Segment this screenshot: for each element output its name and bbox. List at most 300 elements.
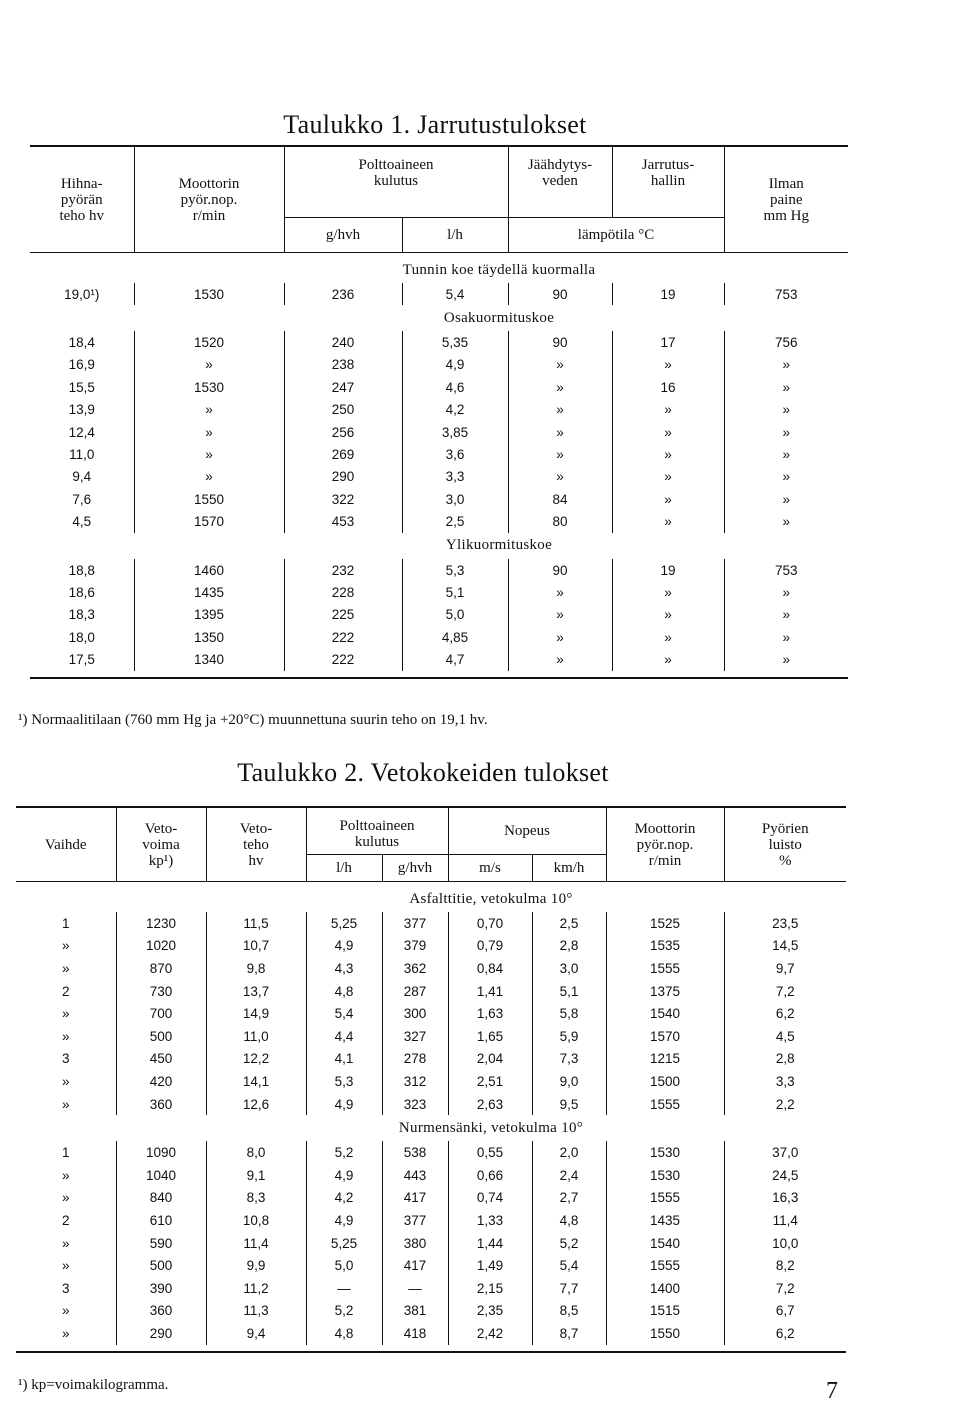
- t2-cell: 8,7: [532, 1322, 606, 1345]
- t2-cell: 1555: [606, 1187, 724, 1210]
- t1-cell: 4,7: [402, 648, 508, 670]
- t2-cell: 381: [382, 1300, 448, 1323]
- t1-cell: »: [508, 648, 612, 670]
- header-ilman-text: Ilman paine mm Hg: [763, 175, 809, 224]
- t2-cell: 1020: [116, 935, 206, 958]
- t1-cell: 322: [284, 488, 402, 510]
- table-row: [30, 559, 848, 581]
- t2-cell: 5,1: [532, 980, 606, 1003]
- t1-cell: 5,3: [402, 559, 508, 581]
- t2-cell: 5,2: [306, 1300, 382, 1323]
- t1-cell: »: [612, 581, 724, 603]
- t2-cell: 377: [382, 1209, 448, 1232]
- t1-cell: »: [612, 511, 724, 533]
- t1-section-label: Ylikuormituskoe: [445, 537, 553, 554]
- t2-cell: 8,2: [724, 1254, 846, 1277]
- t1-cell: »: [508, 466, 612, 488]
- t2-cell: 4,9: [306, 1093, 382, 1116]
- t2-cell: 9,9: [206, 1254, 306, 1277]
- page-number: 7: [826, 1378, 838, 1404]
- t2-cell: »: [61, 1006, 70, 1022]
- t2-cell: 7,2: [724, 980, 846, 1003]
- t2-cell: 377: [382, 912, 448, 935]
- t1-cell: 1395: [134, 604, 284, 626]
- t2-cell: 362: [382, 957, 448, 980]
- table-row: [30, 376, 848, 398]
- t2-cell: 2,7: [532, 1187, 606, 1210]
- t2-cell: 2,51: [448, 1070, 532, 1093]
- t2-cell: 6,2: [724, 1322, 846, 1345]
- table-row: [16, 1070, 846, 1093]
- t2-cell: 2,35: [448, 1300, 532, 1323]
- t2-cell: 443: [382, 1164, 448, 1187]
- t2-cell: 4,9: [306, 1164, 382, 1187]
- t1-section-row: [30, 305, 848, 331]
- table-row: [16, 1025, 846, 1048]
- table-row: [30, 648, 848, 670]
- t2-cell: 2,15: [448, 1277, 532, 1300]
- t1-cell: »: [508, 421, 612, 443]
- t2-cell: 0,66: [448, 1164, 532, 1187]
- t1-cell: 3,0: [402, 488, 508, 510]
- t1-cell: 5,4: [402, 283, 508, 305]
- t2-cell: 6,2: [724, 1002, 846, 1025]
- t2-cell: 4,1: [306, 1048, 382, 1071]
- t2-cell: 1515: [606, 1300, 724, 1323]
- t2-cell: 2,63: [448, 1093, 532, 1116]
- t1-cell: 90: [508, 331, 612, 353]
- t2-cell: »: [61, 938, 70, 954]
- table-row: [16, 1254, 846, 1277]
- t2-cell: 7,3: [532, 1048, 606, 1071]
- t2-cell: 3,0: [532, 957, 606, 980]
- t1-cell: »: [612, 354, 724, 376]
- header-g-hvh: g/hvh: [284, 218, 402, 253]
- t2-cell: 1375: [606, 980, 724, 1003]
- table-row: [30, 354, 848, 376]
- t1-cell: »: [724, 354, 848, 376]
- t1-cell: 5,35: [402, 331, 508, 353]
- t2-cell: 10,7: [206, 935, 306, 958]
- t2-cell: 0,74: [448, 1187, 532, 1210]
- header-t2-g-hvh: g/hvh: [382, 855, 448, 882]
- t1-cell: 232: [284, 559, 402, 581]
- t1-cell: »: [724, 648, 848, 670]
- t1-cell: »: [508, 443, 612, 465]
- t1-cell: 250: [284, 399, 402, 421]
- t1-cell: 453: [284, 511, 402, 533]
- header-jaahdytys-text: Jäähdytys- veden: [527, 157, 593, 189]
- t1-cell: 18,4: [68, 335, 95, 351]
- t2-cell: 1,65: [448, 1025, 532, 1048]
- t2-cell: 5,25: [306, 1232, 382, 1255]
- t1-cell: 18,6: [68, 584, 95, 600]
- t1-cell: »: [724, 626, 848, 648]
- t2-cell: 24,5: [724, 1164, 846, 1187]
- t1-cell: 1435: [134, 581, 284, 603]
- t2-cell: 1400: [606, 1277, 724, 1300]
- header-km-h: km/h: [532, 855, 606, 882]
- t2-cell: 12,6: [206, 1093, 306, 1116]
- header-vetoteho-text: Veto- teho hv: [239, 820, 273, 869]
- header-t2-moottori-text: Moottorin pyör.nop. r/min: [634, 820, 696, 869]
- table-row: [16, 935, 846, 958]
- t1-cell: 753: [724, 283, 848, 305]
- table-row: [16, 1277, 846, 1300]
- header-ilman: [724, 146, 848, 253]
- t2-cell: 9,5: [532, 1093, 606, 1116]
- t1-cell: 90: [508, 559, 612, 581]
- t2-cell: 2: [61, 983, 70, 999]
- t1-cell: 17: [612, 331, 724, 353]
- t2-cell: 390: [116, 1277, 206, 1300]
- t2-cell: 9,1: [206, 1164, 306, 1187]
- t2-cell: 0,84: [448, 957, 532, 980]
- t2-cell: 278: [382, 1048, 448, 1071]
- table-row: [30, 511, 848, 533]
- t2-section-label: Nurmensänki, vetokulma 10°: [398, 1119, 584, 1136]
- t2-cell: 1540: [606, 1002, 724, 1025]
- t2-cell: 590: [116, 1232, 206, 1255]
- t1-cell: »: [508, 581, 612, 603]
- t1-cell: 222: [284, 648, 402, 670]
- table-row: [30, 488, 848, 510]
- t1-cell: 18,0: [68, 629, 95, 645]
- t2-cell: 2,8: [724, 1048, 846, 1071]
- t1-cell: »: [724, 511, 848, 533]
- header-moottori: [134, 146, 284, 253]
- t1-cell: 236: [284, 283, 402, 305]
- t2-cell: 9,7: [724, 957, 846, 980]
- t2-cell: 327: [382, 1025, 448, 1048]
- t2-cell: »: [61, 1028, 70, 1044]
- t1-cell: »: [724, 399, 848, 421]
- t1-cell: 1340: [134, 648, 284, 670]
- t1-cell: »: [612, 399, 724, 421]
- t2-cell: 23,5: [724, 912, 846, 935]
- t1-cell: 4,2: [402, 399, 508, 421]
- t1-cell: »: [612, 648, 724, 670]
- t2-cell: »: [61, 960, 70, 976]
- t2-cell: 2,2: [724, 1093, 846, 1116]
- t2-cell: »: [61, 1096, 70, 1112]
- header-hihna-text: Hihna- pyörän teho hv: [59, 175, 105, 224]
- t2-cell: 7,2: [724, 1277, 846, 1300]
- t2-cell: 10,8: [206, 1209, 306, 1232]
- t2-cell: 2,5: [532, 912, 606, 935]
- table1-title: Taulukko 1. Jarrutustulokset: [283, 110, 587, 139]
- t2-cell: »: [61, 1303, 70, 1319]
- t1-cell: 16,9: [68, 357, 95, 373]
- t1-cell: 2,5: [402, 511, 508, 533]
- header-vetovoima: [116, 807, 206, 882]
- t2-cell: 1,33: [448, 1209, 532, 1232]
- t2-cell: 11,4: [206, 1232, 306, 1255]
- t1-cell: 3,85: [402, 421, 508, 443]
- t1-cell: 1570: [134, 511, 284, 533]
- t2-cell: »: [61, 1190, 70, 1206]
- t2-cell: 5,4: [306, 1002, 382, 1025]
- t2-cell: 2,8: [532, 935, 606, 958]
- t2-cell: 4,4: [306, 1025, 382, 1048]
- t2-cell: 1435: [606, 1209, 724, 1232]
- t2-cell: 500: [116, 1025, 206, 1048]
- header-nopeus: Nopeus: [448, 807, 606, 855]
- t1-cell: 19: [612, 559, 724, 581]
- t2-section-row: [16, 1115, 846, 1141]
- t2-cell: 11,3: [206, 1300, 306, 1323]
- t1-cell: »: [724, 466, 848, 488]
- table-row: [16, 980, 846, 1003]
- t1-cell: 269: [284, 443, 402, 465]
- t2-cell: 5,9: [532, 1025, 606, 1048]
- t1-cell: 12,4: [68, 424, 95, 440]
- t2-cell: 3: [61, 1280, 70, 1296]
- t1-cell: 7,6: [72, 491, 92, 507]
- t2-cell: 5,25: [306, 912, 382, 935]
- header-moottori-text: Moottorin pyör.nop. r/min: [178, 175, 240, 224]
- t1-cell: »: [724, 421, 848, 443]
- t1-cell: 3,6: [402, 443, 508, 465]
- t2-cell: 0,79: [448, 935, 532, 958]
- t1-cell: »: [612, 604, 724, 626]
- t2-cell: 1090: [116, 1141, 206, 1164]
- t2-cell: 9,0: [532, 1070, 606, 1093]
- header-jarrutus-text: Jarrutus- hallin: [641, 157, 695, 189]
- t1-cell: 1530: [134, 283, 284, 305]
- t2-cell: 8,5: [532, 1300, 606, 1323]
- t1-cell: »: [724, 443, 848, 465]
- t2-cell: 1,63: [448, 1002, 532, 1025]
- t2-cell: 6,7: [724, 1300, 846, 1323]
- t1-cell: 290: [284, 466, 402, 488]
- table-row: [16, 1002, 846, 1025]
- t1-cell: 1350: [134, 626, 284, 648]
- t2-cell: 16,3: [724, 1187, 846, 1210]
- t2-cell: 5,3: [306, 1070, 382, 1093]
- table-row: [30, 331, 848, 353]
- t1-cell: »: [612, 443, 724, 465]
- t2-cell: 450: [116, 1048, 206, 1071]
- t1-cell: 756: [724, 331, 848, 353]
- t1-cell: 19: [612, 283, 724, 305]
- t2-cell: 2,0: [532, 1141, 606, 1164]
- t2-cell: 8,3: [206, 1187, 306, 1210]
- t1-cell: 222: [284, 626, 402, 648]
- t1-cell: 90: [508, 283, 612, 305]
- t1-cell: »: [134, 354, 284, 376]
- t1-cell: 4,9: [402, 354, 508, 376]
- t2-cell: 287: [382, 980, 448, 1003]
- t2-cell: 2,42: [448, 1322, 532, 1345]
- t1-cell: 16: [612, 376, 724, 398]
- t2-cell: 500: [116, 1254, 206, 1277]
- t2-cell: 0,70: [448, 912, 532, 935]
- t2-cell: 1,49: [448, 1254, 532, 1277]
- t2-cell: 7,7: [532, 1277, 606, 1300]
- t1-cell: 256: [284, 421, 402, 443]
- t2-cell: 1500: [606, 1070, 724, 1093]
- header-jarrutus: [612, 146, 724, 218]
- t1-cell: 1520: [134, 331, 284, 353]
- header-m-s: m/s: [448, 855, 532, 882]
- t2-cell: »: [61, 1235, 70, 1251]
- t2-cell: 312: [382, 1070, 448, 1093]
- t1-cell: 247: [284, 376, 402, 398]
- t1-cell: 4,6: [402, 376, 508, 398]
- t1-cell: 11,0: [69, 447, 95, 463]
- header-vetoteho: [206, 807, 306, 882]
- t2-cell: 5,0: [306, 1254, 382, 1277]
- table1-body: [30, 257, 848, 678]
- braking-results-table: [30, 145, 848, 679]
- t1-cell: 84: [508, 488, 612, 510]
- t2-cell: 870: [116, 957, 206, 980]
- t1-section-row: [30, 257, 848, 283]
- t2-cell: 380: [382, 1232, 448, 1255]
- t1-cell: »: [508, 354, 612, 376]
- t1-cell: »: [612, 626, 724, 648]
- t1-cell: 19,0¹): [64, 286, 100, 302]
- t1-cell: »: [724, 376, 848, 398]
- t2-cell: 1550: [606, 1322, 724, 1345]
- t2-cell: 290: [116, 1322, 206, 1345]
- header-vetovoima-text: Veto- voima kp¹): [142, 820, 180, 869]
- t2-cell: 1: [61, 915, 70, 931]
- t1-cell: »: [508, 604, 612, 626]
- table-row: [16, 1048, 846, 1071]
- t1-cell: 18,8: [68, 562, 95, 578]
- t2-cell: 11,2: [206, 1277, 306, 1300]
- table-row: [30, 604, 848, 626]
- t2-cell: 9,8: [206, 957, 306, 980]
- t2-cell: 5,8: [532, 1002, 606, 1025]
- t1-cell: 17,5: [68, 652, 95, 668]
- t2-cell: 8,0: [206, 1141, 306, 1164]
- t2-cell: 417: [382, 1187, 448, 1210]
- t1-cell: »: [508, 626, 612, 648]
- t2-cell: 323: [382, 1093, 448, 1116]
- t2-cell: 14,5: [724, 935, 846, 958]
- t2-cell: »: [61, 1073, 70, 1089]
- traction-results-table: [16, 806, 846, 1353]
- table2-body: [16, 886, 846, 1352]
- t2-cell: 1: [61, 1145, 70, 1161]
- t1-cell: 5,0: [402, 604, 508, 626]
- t1-cell: »: [508, 376, 612, 398]
- t1-section-label: Tunnin koe täydellä kuormalla: [402, 261, 596, 278]
- t2-cell: 1555: [606, 1254, 724, 1277]
- header-t2-polttoaine-text: Polttoaineen kulutus: [339, 818, 415, 850]
- t2-cell: 1525: [606, 912, 724, 935]
- t1-cell: »: [612, 421, 724, 443]
- t2-cell: 4,3: [306, 957, 382, 980]
- t1-cell: 80: [508, 511, 612, 533]
- table-row: [16, 1322, 846, 1345]
- t2-cell: 418: [382, 1322, 448, 1345]
- header-t2-moottori: [606, 807, 724, 882]
- t2-cell: 1215: [606, 1048, 724, 1071]
- t2-cell: 1530: [606, 1141, 724, 1164]
- t2-cell: 0,55: [448, 1141, 532, 1164]
- t1-section-row: [30, 533, 848, 559]
- t1-cell: 13,9: [68, 402, 95, 418]
- t2-cell: »: [61, 1167, 70, 1183]
- t1-cell: »: [724, 604, 848, 626]
- header-t2-l-h: l/h: [306, 855, 382, 882]
- table-row: [30, 626, 848, 648]
- t1-cell: 1460: [134, 559, 284, 581]
- t2-cell: 3,3: [724, 1070, 846, 1093]
- t1-section-label: Osakuormituskoe: [443, 309, 555, 326]
- t1-cell: 225: [284, 604, 402, 626]
- header-vaihde: Vaihde: [44, 836, 87, 853]
- t2-cell: 1040: [116, 1164, 206, 1187]
- t2-cell: 2,4: [532, 1164, 606, 1187]
- table2-title: Taulukko 2. Vetokokeiden tulokset: [237, 758, 609, 787]
- table-row: [30, 283, 848, 305]
- t2-cell: 300: [382, 1002, 448, 1025]
- t2-cell: 840: [116, 1187, 206, 1210]
- t2-cell: —: [382, 1277, 448, 1300]
- t2-cell: 538: [382, 1141, 448, 1164]
- t1-cell: 4,5: [72, 514, 92, 530]
- t2-cell: 379: [382, 935, 448, 958]
- t2-cell: 12,2: [206, 1048, 306, 1071]
- t2-cell: »: [61, 1258, 70, 1274]
- header-t2-polttoaine: [306, 807, 448, 855]
- table-row: [16, 1093, 846, 1116]
- t2-cell: 5,2: [306, 1141, 382, 1164]
- t2-cell: 11,4: [724, 1209, 846, 1232]
- header-polttoaine-text: Polttoaineen kulutus: [358, 157, 434, 189]
- t2-cell: 1,44: [448, 1232, 532, 1255]
- table-row: [30, 421, 848, 443]
- t1-cell: 5,1: [402, 581, 508, 603]
- t2-cell: 1540: [606, 1232, 724, 1255]
- table-row: [16, 1164, 846, 1187]
- header-polttoaine: [284, 146, 508, 218]
- header-lampotila: lämpötila °C: [508, 218, 724, 253]
- t1-cell: »: [612, 466, 724, 488]
- t2-cell: »: [61, 1325, 70, 1341]
- table-row: [16, 1187, 846, 1210]
- t2-cell: 37,0: [724, 1141, 846, 1164]
- t2-cell: 5,4: [532, 1254, 606, 1277]
- t2-section-row: [16, 886, 846, 912]
- t2-cell: 1535: [606, 935, 724, 958]
- t1-cell: 15,5: [68, 379, 95, 395]
- t2-cell: —: [306, 1277, 382, 1300]
- t2-cell: 1530: [606, 1164, 724, 1187]
- t1-cell: »: [724, 488, 848, 510]
- t2-cell: 13,7: [206, 980, 306, 1003]
- header-l-h: l/h: [402, 218, 508, 253]
- t2-cell: 4,5: [724, 1025, 846, 1048]
- table-row: [16, 1141, 846, 1164]
- t2-cell: 360: [116, 1300, 206, 1323]
- header-jaahdytys: [508, 146, 612, 218]
- table-row: [16, 1209, 846, 1232]
- t2-cell: 1555: [606, 957, 724, 980]
- t1-cell: »: [612, 488, 724, 510]
- t2-cell: 4,8: [306, 980, 382, 1003]
- t2-cell: 1,41: [448, 980, 532, 1003]
- t1-cell: 4,85: [402, 626, 508, 648]
- t2-cell: 360: [116, 1093, 206, 1116]
- t2-cell: 10,0: [724, 1232, 846, 1255]
- t1-cell: »: [508, 399, 612, 421]
